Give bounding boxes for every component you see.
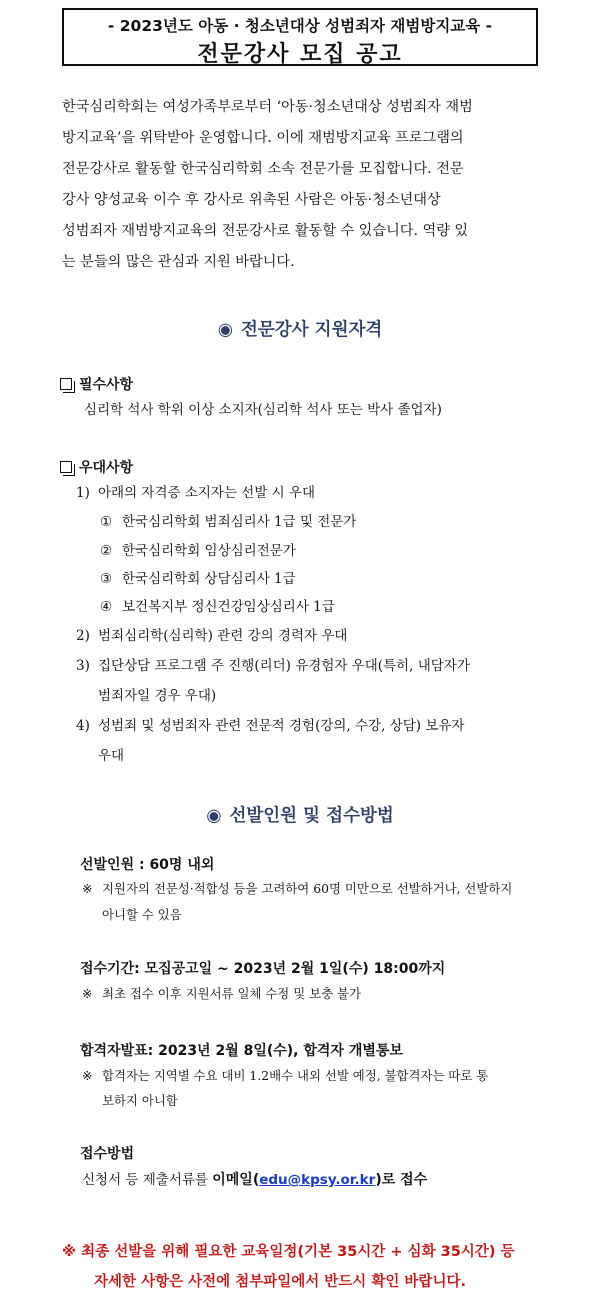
intro-paragraph [62, 92, 540, 278]
preferred-heading-label: 우대사항 [79, 460, 134, 476]
page-title: 전문강사 모집 공고 [197, 42, 403, 67]
note-text: 합격자는 지역별 수요 대비 1.2배수 내외 선발 예정, 불합격자는 따로 통 [102, 1068, 489, 1083]
title-box [62, 8, 538, 66]
preferred-heading [60, 457, 133, 477]
circled-number: ④ [100, 599, 113, 615]
method-text-suffix: )로 접수 [375, 1172, 428, 1188]
intro-line: 전문강사로 활동할 한국심리학회 소속 전문가를 모집합니다. 전문 [62, 161, 464, 177]
cert-text: 한국심리학회 임상심리전문가 [122, 543, 296, 559]
quota-heading: 선발인원 : 60명 내외 [80, 857, 215, 873]
section-title: 전문강사 지원자격 [240, 320, 383, 340]
section-title: 선발인원 및 접수방법 [229, 806, 394, 826]
announce-heading: 합격자발표: 2023년 2월 8일(수), 합격자 개별통보 [80, 1043, 403, 1059]
required-heading-label: 필수사항 [79, 377, 134, 393]
circled-number: ② [100, 543, 113, 559]
item-number: 4) [76, 718, 90, 734]
page-subtitle: - 2023년도 아동 · 청소년대상 성범죄자 재범방지교육 - [107, 17, 493, 35]
method-text-prefix: 신청서 등 제출서류를 [82, 1172, 208, 1188]
quota-note-cont: 아니할 수 있음 [102, 907, 182, 922]
checkbox-icon [60, 378, 72, 390]
bullseye-icon: ◉ [206, 806, 222, 826]
section-heading-qualifications [0, 316, 600, 341]
note-text: 최초 접수 이후 지원서류 일체 수정 및 보충 불가 [102, 986, 361, 1001]
preferred-item-1 [76, 481, 315, 501]
method-text [82, 1168, 427, 1189]
announce-note [82, 1066, 488, 1084]
method-heading: 접수방법 [80, 1146, 135, 1162]
preferred-item-4-cont: 우대 [98, 748, 125, 764]
item-number: 2) [76, 628, 90, 644]
preferred-item-3 [76, 654, 470, 674]
announce-note-cont: 보하지 아니함 [102, 1093, 178, 1108]
cert-item [100, 539, 296, 559]
quota-note [82, 879, 512, 897]
footer-warning-line1: ※ 최종 선발을 위해 필요한 교육일정(기본 35시간 + 심화 35시간) 등 [62, 1244, 515, 1260]
intro-line: 방지교육’을 위탁받아 운영합니다. 이에 재범방지교육 프로그램의 [62, 130, 464, 146]
preferred-item-3-cont: 범죄자일 경우 우대) [98, 688, 217, 704]
required-text: 심리학 석사 학위 이상 소지자(심리학 석사 또는 박사 졸업자) [84, 402, 442, 418]
item-number: 3) [76, 658, 90, 674]
cert-text: 보건복지부 정신건강임상심리사 1급 [122, 599, 335, 615]
cert-text: 한국심리학회 범죄심리사 1급 및 전문가 [122, 514, 357, 530]
circled-number: ③ [100, 571, 113, 587]
period-heading: 접수기간: 모집공고일 ~ 2023년 2월 1일(수) 18:00까지 [80, 961, 446, 977]
preferred-item-2 [76, 624, 347, 644]
item-text: 범죄심리학(심리학) 관련 강의 경력자 우대 [98, 628, 348, 644]
note-mark: ※ [82, 1068, 93, 1083]
cert-item [100, 595, 335, 615]
required-heading [60, 374, 133, 394]
intro-line: 한국심리학회는 여성가족부로부터 ‘아동·청소년대상 성범죄자 재범 [62, 99, 473, 115]
bullseye-icon: ◉ [217, 320, 233, 340]
cert-item [100, 510, 356, 530]
intro-line: 강사 양성교육 이수 후 강사로 위촉된 사람은 아동·청소년대상 [62, 192, 441, 208]
note-text: 지원자의 전문성·적합성 등을 고려하여 60명 미만으로 선발하거나, 선발하지 [102, 881, 513, 896]
cert-text: 한국심리학회 상담심리사 1급 [122, 571, 296, 587]
item-number: 1) [76, 485, 90, 501]
footer-warning-line2: 자세한 사항은 사전에 첨부파일에서 반드시 확인 바랍니다. [94, 1274, 466, 1290]
section-heading-selection [0, 802, 600, 827]
intro-line: 는 분들의 많은 관심과 지원 바랍니다. [62, 254, 295, 270]
preferred-item-4 [76, 714, 464, 734]
circled-number: ① [100, 514, 113, 530]
intro-line: 성범죄자 재범방지교육의 전문강사로 활동할 수 있습니다. 역량 있 [62, 223, 469, 239]
email-label: 이메일( [212, 1172, 260, 1188]
note-mark: ※ [82, 881, 93, 896]
note-mark: ※ [82, 986, 93, 1001]
email-link[interactable]: edu@kpsy.or.kr [259, 1172, 376, 1188]
period-note [82, 984, 361, 1002]
item-text: 성범죄 및 성범죄자 관련 전문적 경험(강의, 수강, 상담) 보유자 [98, 718, 465, 734]
item-text: 집단상담 프로그램 주 진행(리더) 유경험자 우대(특히, 내담자가 [98, 658, 470, 674]
item-text: 아래의 자격증 소지자는 선발 시 우대 [98, 485, 316, 501]
checkbox-icon [60, 461, 72, 473]
cert-item [100, 567, 296, 587]
